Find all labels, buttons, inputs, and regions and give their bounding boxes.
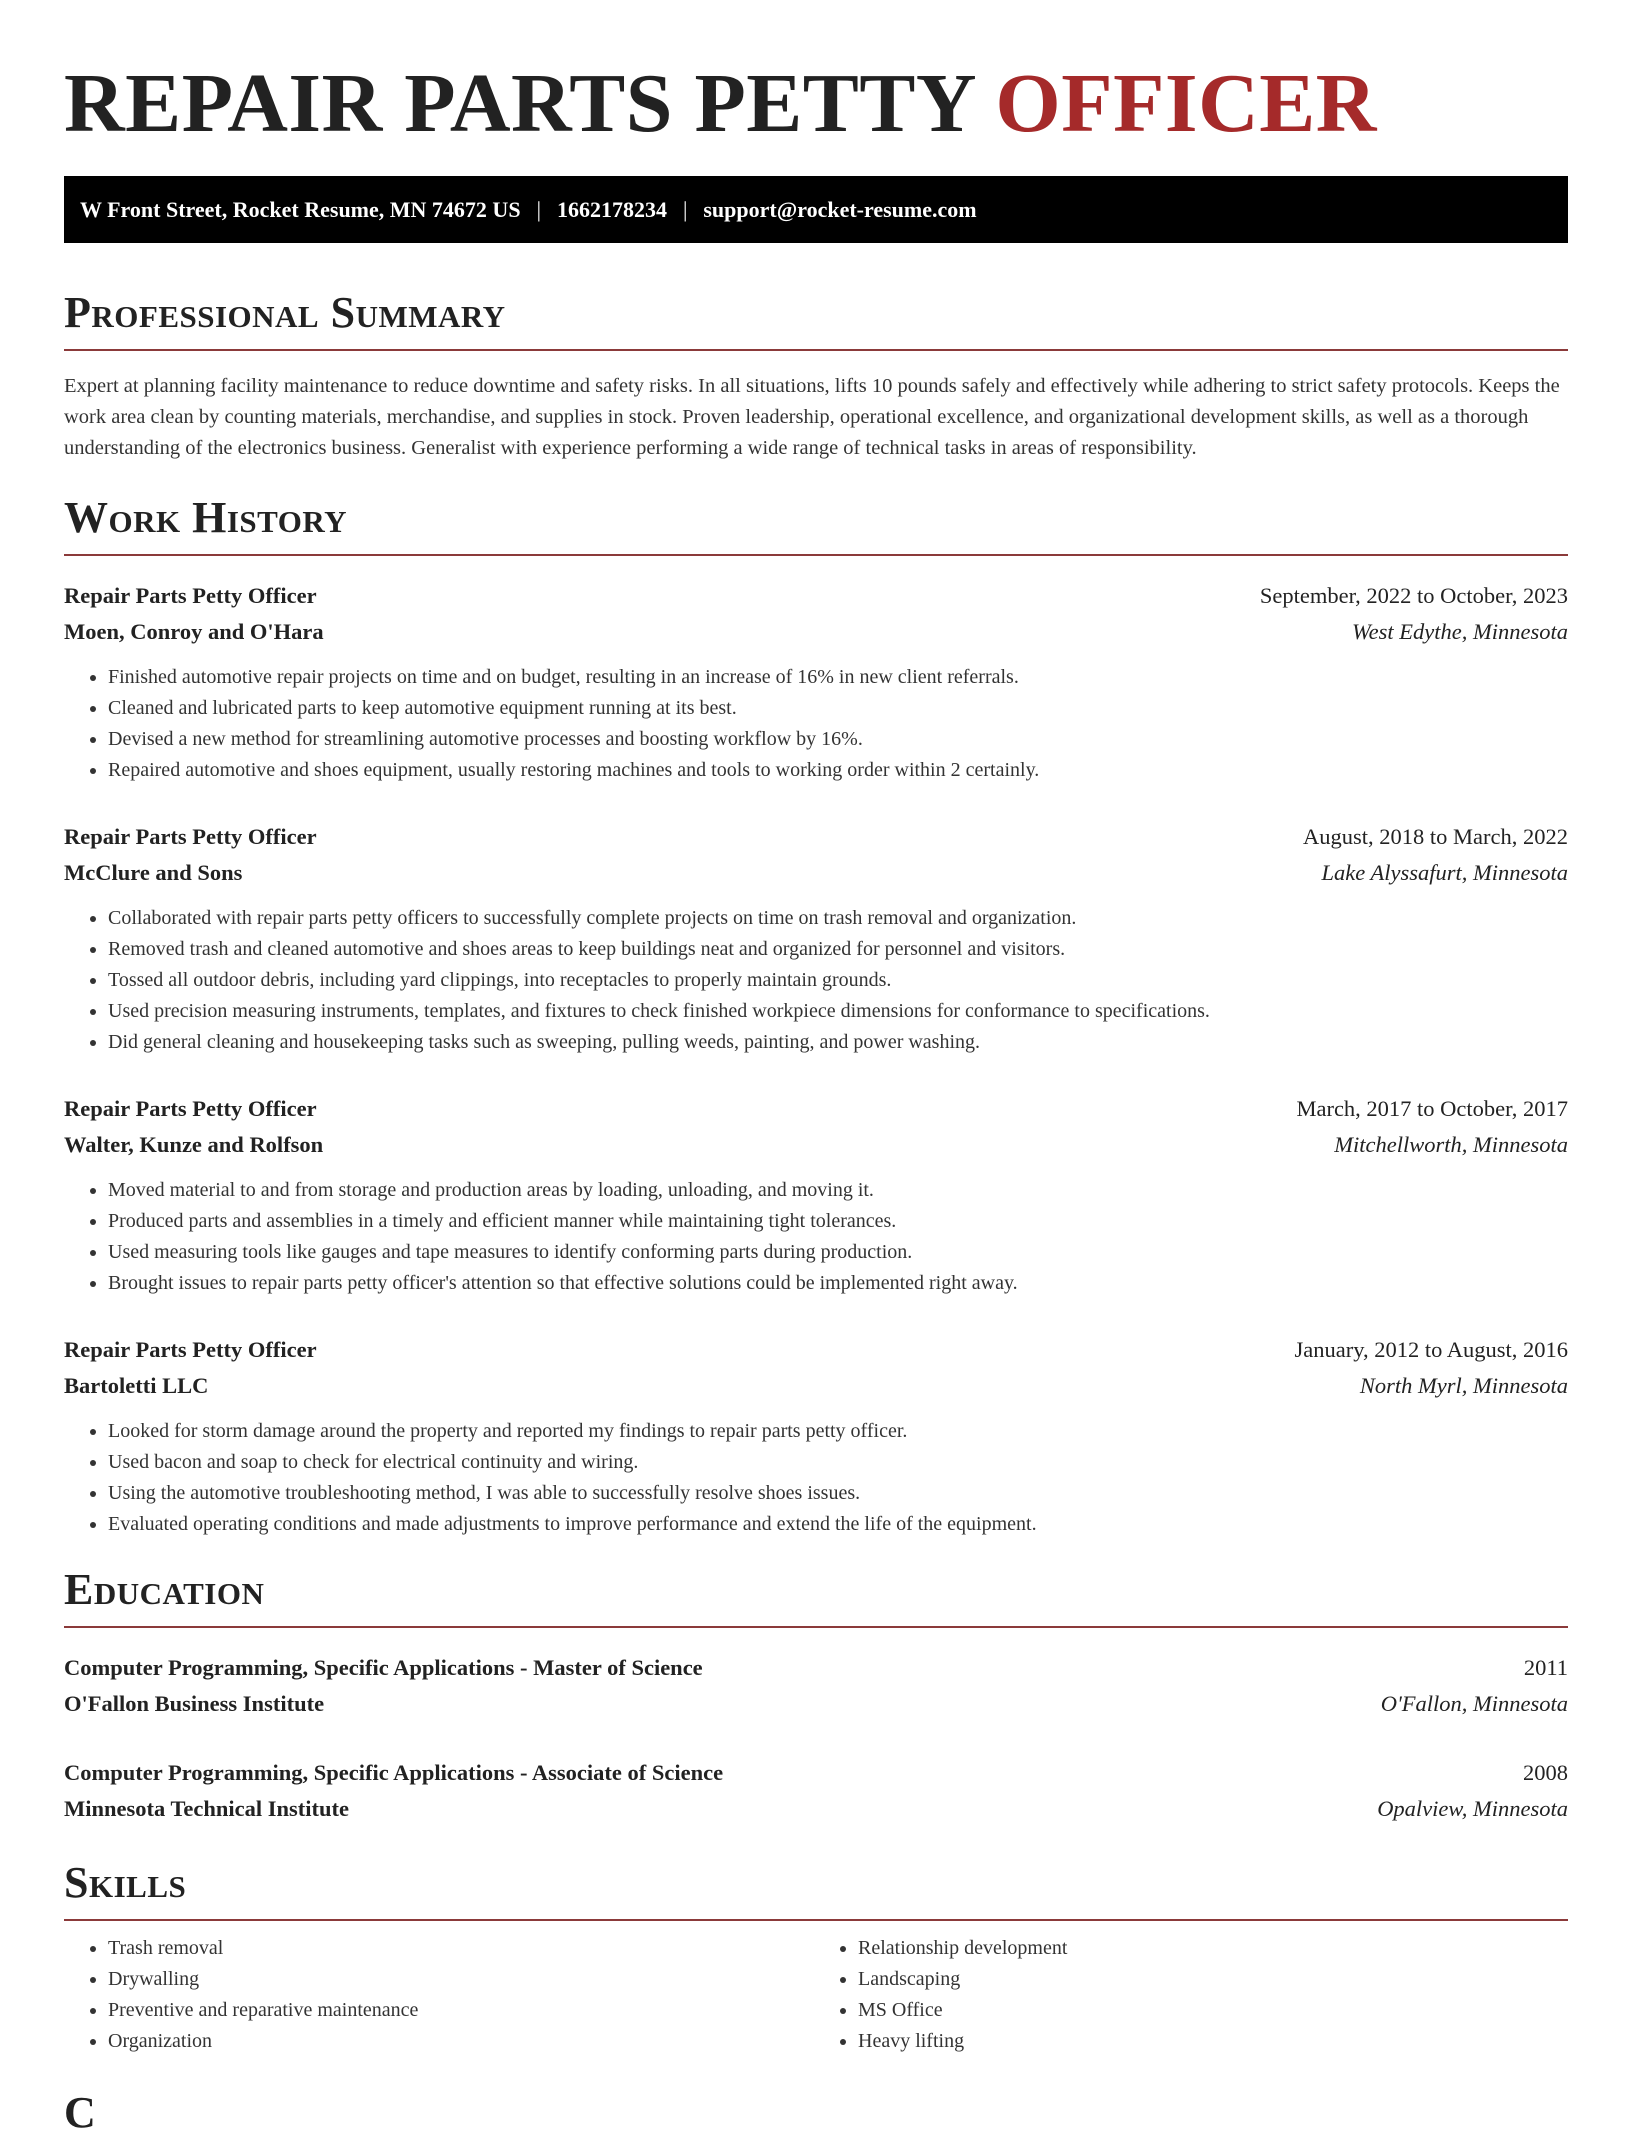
section-divider bbox=[64, 1919, 1568, 1921]
job-dates: September, 2022 to October, 2023 bbox=[1259, 583, 1568, 608]
job-bullet: • Collaborated with repair parts petty officers to successfully complete projects on time on trash removal and organization. bbox=[108, 903, 1568, 934]
job-dates: March, 2017 to October, 2017 bbox=[1296, 1096, 1568, 1121]
contact-separator: | bbox=[536, 196, 541, 222]
education-entry bbox=[64, 1650, 1568, 1722]
job-bullet: • Used precision measuring instruments, templates, and fixtures to check finished workpiece dimensions for conformance to specifications. bbox=[108, 996, 1568, 1027]
job-company: Moen, Conroy and O'Hara bbox=[64, 619, 324, 644]
skills-column bbox=[64, 1933, 818, 2057]
job-location: West Edythe, Minnesota bbox=[1351, 619, 1568, 644]
skill-item: • MS Office bbox=[858, 1995, 1568, 2026]
job-title: Repair Parts Petty Officer bbox=[64, 583, 317, 608]
job-entry bbox=[64, 819, 1568, 1058]
job-entry bbox=[64, 1332, 1568, 1540]
education-location: O'Fallon, Minnesota bbox=[1380, 1691, 1568, 1716]
job-bullet: • Devised a new method for streamlining automotive processes and boosting workflow by 16%. bbox=[108, 724, 1568, 755]
education-degree: Computer Programming, Specific Applications - Master of Science bbox=[64, 1655, 703, 1680]
job-bullets bbox=[64, 1416, 1568, 1540]
job-bullets bbox=[64, 903, 1568, 1058]
education-school: Minnesota Technical Institute bbox=[64, 1796, 350, 1821]
job-bullet: • Using the automotive troubleshooting method, I was able to successfully resolve shoes issues. bbox=[108, 1478, 1568, 1509]
job-bullet: • Tossed all outdoor debris, including yard clippings, into receptacles to properly maintain grounds. bbox=[108, 965, 1568, 996]
job-location: North Myrl, Minnesota bbox=[1359, 1373, 1568, 1398]
job-bullet: • Cleaned and lubricated parts to keep automotive equipment running at its best. bbox=[108, 693, 1568, 724]
skill-item: • Trash removal bbox=[108, 1933, 818, 1964]
name-primary: REPAIR PARTS PETTY bbox=[64, 57, 974, 150]
job-title: Repair Parts Petty Officer bbox=[64, 1337, 317, 1362]
skill-item: • Preventive and reparative maintenance bbox=[108, 1995, 818, 2026]
job-location: Lake Alyssafurt, Minnesota bbox=[1321, 860, 1568, 885]
summary-text: Expert at planning facility maintenance to reduce downtime and safety risks. In all situations, lifts 10 pounds safely and effectively while adhering to strict safety protocols. Keeps the work area clean by counting materials, merchandise, and supplies in stock. Proven leadership, operational excellence, and organizational development skills, as well as a thorough understanding of the electronics business. Generalist with experience performing a wide range of technical tasks in areas of responsibility. bbox=[64, 375, 1560, 459]
job-bullet: • Removed trash and cleaned automotive and shoes areas to keep buildings neat and organized for personnel and visitors. bbox=[108, 934, 1568, 965]
job-company: Bartoletti LLC bbox=[64, 1373, 209, 1398]
job-dates: August, 2018 to March, 2022 bbox=[1303, 824, 1568, 849]
section-title-partial: C bbox=[64, 2088, 97, 2137]
job-title: Repair Parts Petty Officer bbox=[64, 824, 317, 849]
contact-email: support@rocket-resume.com bbox=[703, 196, 977, 222]
job-title: Repair Parts Petty Officer bbox=[64, 1096, 317, 1121]
job-dates: January, 2012 to August, 2016 bbox=[1294, 1337, 1568, 1362]
skill-item: • Organization bbox=[108, 2026, 818, 2057]
education-year: 2008 bbox=[1523, 1760, 1568, 1785]
job-bullet: • Looked for storm damage around the property and reported my findings to repair parts petty officer. bbox=[108, 1416, 1568, 1447]
education-location: Opalview, Minnesota bbox=[1377, 1796, 1568, 1821]
job-bullet: • Used measuring tools like gauges and tape measures to identify conforming parts during production. bbox=[108, 1237, 1568, 1268]
skill-item: • Drywalling bbox=[108, 1964, 818, 1995]
job-bullet: • Repaired automotive and shoes equipment, usually restoring machines and tools to working order within 2 certainly. bbox=[108, 755, 1568, 786]
contact-bar bbox=[64, 176, 1568, 243]
contact-address: W Front Street, Rocket Resume, MN 74672 US bbox=[80, 196, 521, 222]
job-bullet: • Brought issues to repair parts petty officer's attention so that effective solutions could be implemented right away. bbox=[108, 1268, 1568, 1299]
job-location: Mitchellworth, Minnesota bbox=[1334, 1132, 1568, 1157]
education-year: 2011 bbox=[1523, 1655, 1568, 1680]
summary-section bbox=[64, 285, 1568, 464]
job-entry bbox=[64, 578, 1568, 786]
section-title: Work History bbox=[64, 493, 348, 542]
job-bullet: • Evaluated operating conditions and made adjustments to improve performance and extend the life of the equipment. bbox=[108, 1509, 1568, 1540]
job-bullets bbox=[64, 662, 1568, 786]
job-company: Walter, Kunze and Rolfson bbox=[64, 1132, 324, 1157]
section-title: Professional Summary bbox=[64, 288, 506, 337]
education-entry bbox=[64, 1755, 1568, 1827]
skills-grid bbox=[64, 1933, 1568, 2057]
job-bullets bbox=[64, 1175, 1568, 1299]
skill-item: • Heavy lifting bbox=[858, 2026, 1568, 2057]
next-section bbox=[64, 2085, 1568, 2141]
job-bullet: • Moved material to and from storage and production areas by loading, unloading, and moving it. bbox=[108, 1175, 1568, 1206]
education-section bbox=[64, 1562, 1568, 1827]
work-history-section bbox=[64, 490, 1568, 1540]
skill-item: • Relationship development bbox=[858, 1933, 1568, 1964]
section-divider bbox=[64, 349, 1568, 351]
education-school: O'Fallon Business Institute bbox=[64, 1691, 325, 1716]
job-bullet: • Did general cleaning and housekeeping tasks such as sweeping, pulling weeds, painting, and power washing. bbox=[108, 1027, 1568, 1058]
section-divider bbox=[64, 554, 1568, 556]
job-entry bbox=[64, 1091, 1568, 1299]
education-degree: Computer Programming, Specific Applications - Associate of Science bbox=[64, 1760, 724, 1785]
contact-phone: 1662178234 bbox=[556, 196, 667, 222]
skills-section bbox=[64, 1855, 1568, 2057]
job-bullet: • Finished automotive repair projects on time and on budget, resulting in an increase of 16% in new client referrals. bbox=[108, 662, 1568, 693]
section-divider bbox=[64, 1626, 1568, 1628]
resume-name-heading bbox=[64, 0, 1568, 152]
contact-separator: | bbox=[682, 196, 688, 222]
resume-page bbox=[64, 0, 1568, 2141]
section-title: Education bbox=[64, 1565, 265, 1614]
skills-column bbox=[818, 1933, 1568, 2057]
skill-item: • Landscaping bbox=[858, 1964, 1568, 1995]
name-accent: OFFICER bbox=[995, 57, 1377, 150]
job-company: McClure and Sons bbox=[64, 860, 243, 885]
job-bullet: • Used bacon and soap to check for electrical continuity and wiring. bbox=[108, 1447, 1568, 1478]
job-bullet: • Produced parts and assemblies in a timely and efficient manner while maintaining tight tolerances. bbox=[108, 1206, 1568, 1237]
section-title: Skills bbox=[64, 1858, 187, 1907]
